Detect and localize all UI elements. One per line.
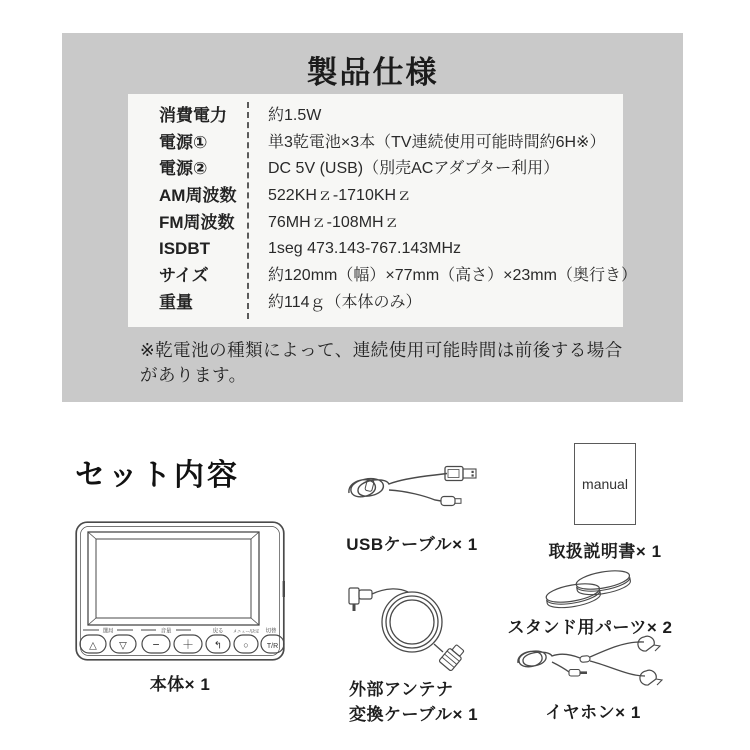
set-item-usb-cable bbox=[337, 460, 487, 555]
spec-table bbox=[128, 94, 637, 327]
set-item-manual bbox=[545, 443, 665, 562]
set-contents-heading: セット内容 bbox=[75, 459, 240, 492]
spec-rows bbox=[128, 103, 637, 317]
main-unit-illustration bbox=[75, 521, 285, 661]
earphones-illustration bbox=[508, 633, 678, 691]
manual-illustration bbox=[574, 443, 636, 525]
manual-label: 取扱説明書× 1 bbox=[548, 542, 662, 561]
antenna-cable-label-line1: 外部アンテナ bbox=[349, 680, 454, 699]
volume-group-label: 音量 bbox=[160, 628, 172, 635]
spec-label: 電源② bbox=[159, 159, 208, 179]
spec-value: 単3乾電池×3本（TV連続使用可能時間約6H※） bbox=[268, 133, 606, 151]
antenna-cable-illustration bbox=[342, 574, 477, 672]
stand-parts-illustration bbox=[535, 565, 645, 609]
table-row bbox=[128, 103, 623, 130]
volume-down-button-glyph: − bbox=[152, 637, 160, 652]
spec-value: 約1.5W bbox=[268, 107, 322, 124]
menu-button-glyph: ○ bbox=[243, 640, 249, 650]
manual-cover-text: manual bbox=[582, 476, 628, 492]
spec-label: サイズ bbox=[159, 266, 209, 286]
spec-value: 約120mm（幅）×77mm（高さ）×23mm（奥行き） bbox=[268, 267, 637, 285]
set-item-main-unit bbox=[75, 521, 285, 695]
footnote-line1: ※乾電池の種類によって、連続使用可能時間は前後する場合 bbox=[140, 340, 623, 360]
tr-button-glyph: T/R bbox=[266, 643, 279, 650]
battery-footnote bbox=[140, 338, 660, 388]
table-row bbox=[128, 156, 623, 183]
spec-label: FM周波数 bbox=[159, 212, 235, 232]
table-row bbox=[128, 210, 623, 237]
usb-cable-illustration bbox=[337, 460, 487, 518]
table-row bbox=[128, 130, 623, 157]
spec-panel bbox=[62, 33, 683, 402]
earphones-label: イヤホン× 1 bbox=[545, 703, 641, 722]
back-group-label: 戻る bbox=[212, 628, 224, 635]
spec-label: AM周波数 bbox=[159, 186, 237, 206]
spec-value: 約114ｇ（本体のみ） bbox=[268, 293, 422, 311]
table-row bbox=[128, 290, 623, 317]
spec-value: DC 5V (USB)（別売ACアダプター利用） bbox=[268, 160, 560, 178]
spec-label: 電源① bbox=[159, 132, 208, 152]
set-item-stand-parts bbox=[507, 565, 673, 638]
spec-label: ISDBT bbox=[159, 239, 210, 259]
spec-label: 消費電力 bbox=[159, 106, 227, 125]
channel-group-label: 選局 bbox=[102, 628, 114, 635]
table-row bbox=[128, 263, 637, 290]
spec-value: 522KHｚ-1710KHｚ bbox=[268, 187, 413, 205]
stand-parts-label: スタンド用パーツ× 2 bbox=[507, 618, 673, 637]
spec-value: 1seg 473.143-767.143MHz bbox=[268, 240, 462, 258]
volume-up-button-glyph: ＋ bbox=[181, 637, 195, 652]
footnote-line2: があります。 bbox=[140, 364, 247, 385]
channel-up-button-glyph: △ bbox=[89, 640, 97, 652]
channel-down-button-glyph: ▽ bbox=[119, 640, 127, 652]
usb-cable-label: USBケーブル× 1 bbox=[346, 535, 478, 554]
table-row bbox=[128, 183, 623, 210]
menu-group-label: メニュー/決定 bbox=[232, 628, 260, 634]
table-row bbox=[128, 236, 623, 263]
page-title: 製品仕様 bbox=[306, 55, 439, 90]
switch-group-label: 切替 bbox=[265, 628, 277, 635]
antenna-cable-label-line2: 変換ケーブル× 1 bbox=[349, 704, 479, 724]
main-unit-label: 本体× 1 bbox=[149, 675, 211, 694]
back-button-glyph: ↰ bbox=[213, 640, 223, 652]
set-item-earphones bbox=[508, 633, 678, 723]
spec-label: 重量 bbox=[159, 292, 193, 312]
set-item-antenna-cable bbox=[342, 574, 482, 727]
spec-value: 76MHｚ-108MHｚ bbox=[268, 213, 400, 231]
antenna-cable-label bbox=[342, 678, 478, 727]
